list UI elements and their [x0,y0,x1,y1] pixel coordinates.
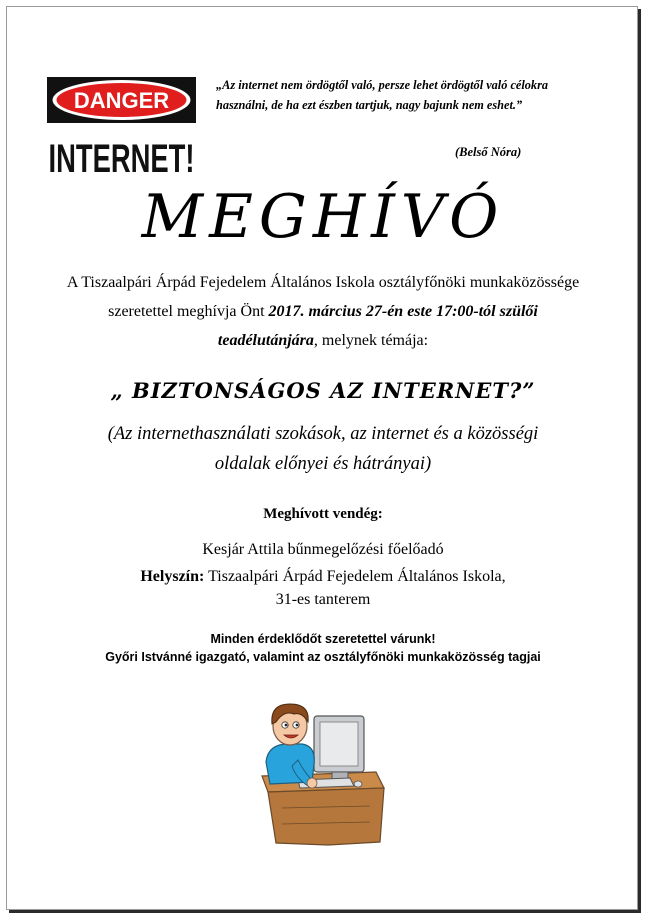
boy-hand [307,778,317,788]
location-block [0,565,646,611]
closing-block [0,630,646,666]
boy-at-computer-illustration [258,700,390,845]
monitor-screen [320,722,358,766]
sign-internet-text: INTERNET! [48,137,195,181]
quote-author: (Belső Nóra) [455,145,522,159]
desk-front [268,788,384,845]
guest-name: Kesjár Attila bűnmegelőzési főelőadó [202,541,444,558]
closing-signature: Győri Istvánné igazgató, valamint az osztályfőnöki munkaközösség tagjai [105,650,541,664]
closing-welcome: Minden érdeklődőt szeretettel várunk! [210,632,436,646]
topic-title: „ BIZTONSÁGOS AZ INTERNET?” [110,378,536,403]
mouse [354,781,362,787]
event-date-highlight: 2017. március 27-én este 17:00-tól szülői teadélutánjára [217,303,538,349]
topic-subtitle: (Az internethasználati szokások, az internet és a közösségi oldalak előnyei és hátrányai) [107,424,539,474]
location-label: Helyszín: [140,568,205,585]
location-room: 31-es tanterem [275,591,371,608]
danger-internet-sign [47,77,196,181]
location-value: Tiszaalpári Árpád Fejedelem Általános Iskola, [204,568,506,585]
intro-text-end: , melynek témája: [313,332,429,349]
quote-text: „Az internet nem ördögtől való, persze lehet ördögtől való célokra használni, de ha ezt észben tartjuk, nagy bajunk nem eshet.” [216,78,549,112]
intro-paragraph [60,268,586,355]
sign-danger-text: DANGER [73,88,170,113]
guest-label: Meghívott vendég: [263,506,383,522]
page-title: MEGHÍVÓ [141,182,505,252]
intro-text: A Tiszaalpári Árpád Fejedelem Általános Iskola osztályfőnöki munkaközössége szeretettel meghívja Önt [66,274,580,320]
